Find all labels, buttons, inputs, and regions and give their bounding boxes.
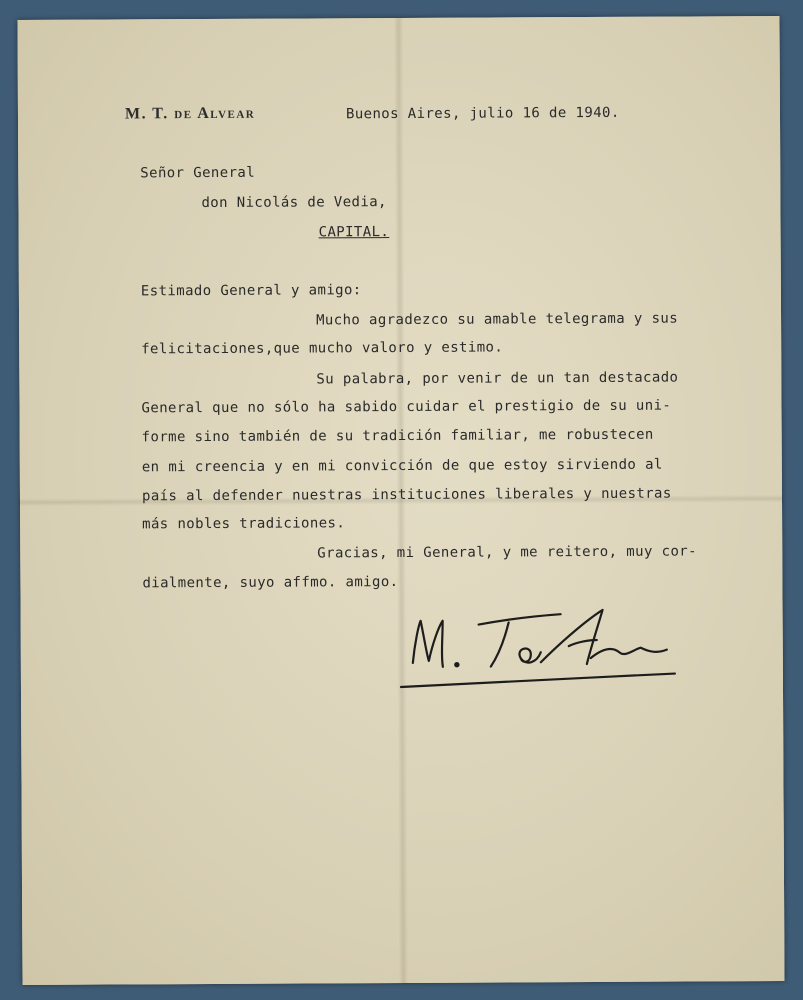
letter-paper	[17, 16, 784, 985]
body-line: Su palabra, por venir de un tan destacado	[316, 369, 679, 388]
letterhead: M. T. de Alvear	[124, 104, 256, 123]
body-line: General que no sólo ha sabido cuidar el prestigio de su uni-	[141, 397, 672, 417]
handwritten-signature	[391, 601, 692, 703]
body-line: felicitaciones,que mucho valoro y estimo.	[141, 339, 504, 358]
salutation: Estimado General y amigo:	[140, 282, 362, 300]
date-line: Buenos Aires, julio 16 de 1940.	[345, 104, 620, 123]
body-line: forme sino también de su tradición familiar, me robustecen	[141, 426, 654, 446]
body-line: Mucho agradezco su amable telegrama y sus	[316, 310, 679, 329]
addressee-line-1: Señor General	[140, 164, 256, 182]
body-line: país al defender nuestras instituciones liberales y nuestras	[141, 485, 672, 505]
body-line: Gracias, mi General, y me reitero, muy cor-	[317, 543, 697, 562]
body-line: en mi creencia y en mi convicción de que estoy sirviendo al	[141, 456, 663, 476]
body-line: dialmente, suyo affmo. amigo.	[142, 574, 399, 592]
addressee-line-3: CAPITAL.	[318, 224, 390, 241]
addressee-line-2: don Nicolás de Vedia,	[201, 194, 387, 212]
body-line: más nobles tradiciones.	[142, 515, 346, 533]
